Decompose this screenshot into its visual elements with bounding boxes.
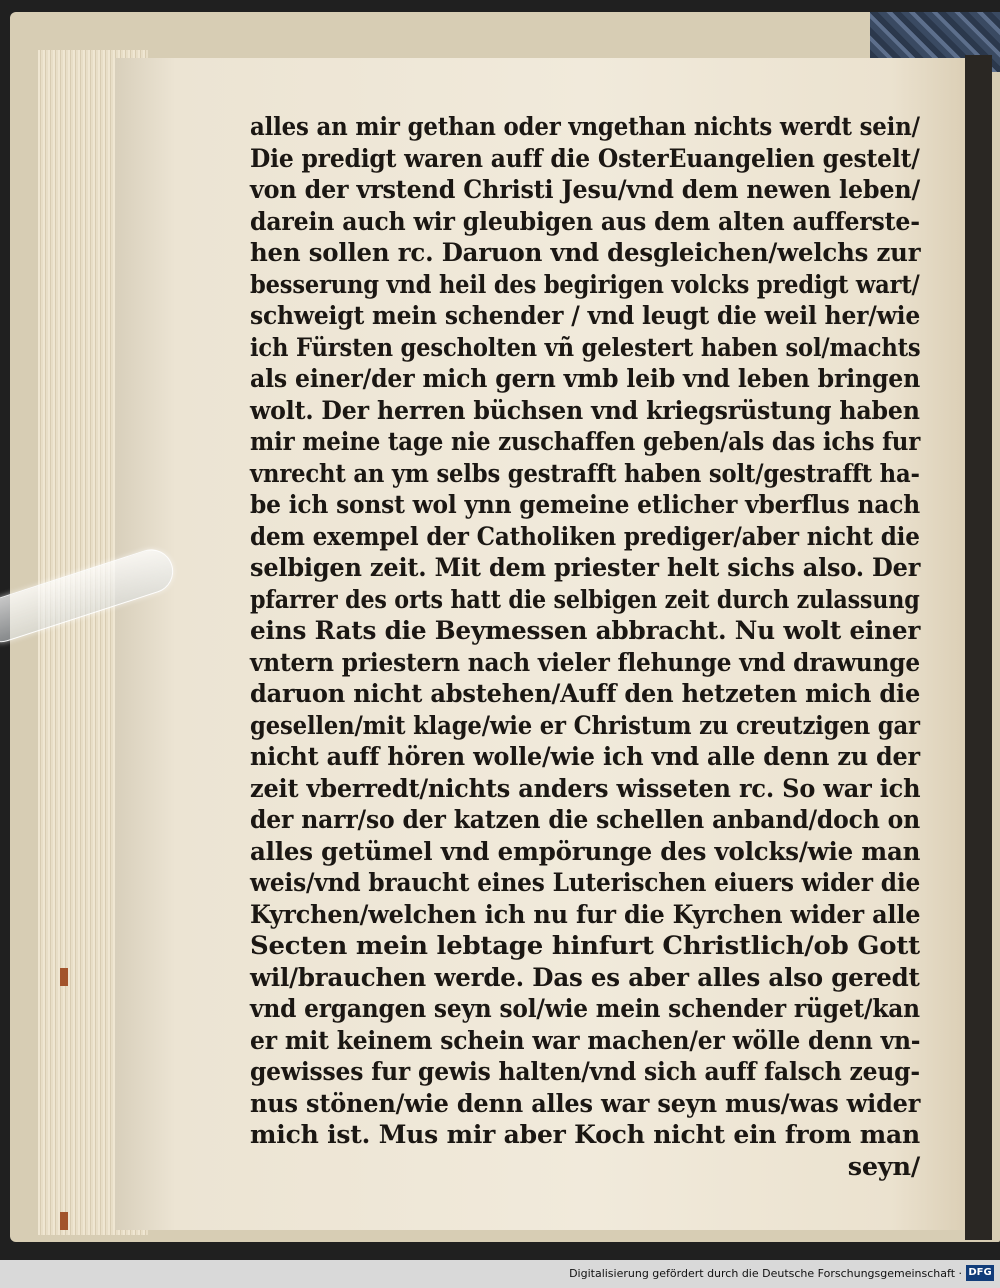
text-line: daruon nicht abstehen/Auff den hetzeten mich die [250,679,921,709]
text-line: hen sollen rc. Daruon vnd desgleichen/welchs zur [250,238,921,268]
text-line: als einer/der mich gern vmb leib vnd leben bringen [250,364,921,394]
text-line: gesellen/mit klage/wie er Christum zu creutzigen gar [250,710,920,741]
text-line: weis/vnd braucht eines Luterischen eiuers wider die [250,868,921,898]
catchword: seyn/ [847,1151,920,1182]
text-line: ich Fürsten gescholten vñ gelestert haben sol/machts [250,332,921,363]
dfg-logo: DFG [966,1265,994,1281]
text-line: gewisses fur gewis halten/vnd sich auff falsch zeug- [250,1057,920,1087]
page-gutter-shadow [965,55,992,1240]
funding-credit: Digitalisierung gefördert durch die Deutsche Forschungsgemeinschaft · [569,1267,962,1280]
text-line: vnrecht an ym selbs gestrafft haben solt/gestrafft ha- [250,458,920,489]
text-line: Kyrchen/welchen ich nu fur die Kyrchen wider alle [250,899,921,930]
footer-bar [0,1260,1000,1288]
text-line: Die predigt waren auff die OsterEuangelien gestelt/ [250,143,920,174]
text-line: nus stönen/wie denn alles war seyn mus/was wider [250,1088,921,1119]
bookmark-tab [60,968,68,986]
text-line: besserung vnd heil des begirigen volcks predigt wart/ [250,269,920,300]
text-line: eins Rats die Beymessen abbracht. Nu wolt einer [250,616,921,646]
text-line: er mit keinem schein war machen/er wölle denn vn- [250,1025,921,1056]
text-line: nicht auff hören wolle/wie ich vnd alle denn zu der [250,742,920,772]
text-line: der narr/so der katzen die schellen anband/doch on [250,805,921,835]
text-line: zeit vberredt/nichts anders wisseten rc. So war ich [250,773,921,804]
text-line: wolt. Der herren büchsen vnd kriegsrüstung haben [250,395,920,426]
text-line: alles an mir gethan oder vngethan nichts werdt sein/ [250,112,920,142]
text-line: pfarrer des orts hatt die selbigen zeit durch zulassung [250,584,920,615]
text-line: alles getümel vnd empörunge des volcks/wie man [250,836,921,867]
text-line: selbigen zeit. Mit dem priester helt sichs also. Der [250,553,921,583]
bookmark-tab-lower [60,1212,68,1230]
text-line: vntern priestern nach vieler flehunge vnd drawunge [250,647,920,678]
text-line: schweigt mein schender / vnd leugt die weil her/wie [250,301,921,331]
text-line: von der vrstend Christi Jesu/vnd dem newen leben/ [250,175,920,205]
text-line: wil/brauchen werde. Das es aber alles also geredt [250,962,920,993]
text-line: Secten mein lebtage hinfurt Christlich/ob Gott [250,931,920,961]
page-text-block [250,112,920,1183]
text-line: be ich sonst wol ynn gemeine etlicher vberflus nach [250,490,921,520]
text-line: darein auch wir gleubigen aus dem alten aufferste- [250,206,920,237]
text-line: vnd ergangen seyn sol/wie mein schender rüget/kan [250,994,920,1024]
text-line: dem exempel der Catholiken prediger/aber nicht die [250,521,920,552]
text-line: mich ist. Mus mir aber Koch nicht ein from man [250,1120,921,1150]
text-line: mir meine tage nie zuschaffen geben/als das ichs fur [250,427,921,457]
